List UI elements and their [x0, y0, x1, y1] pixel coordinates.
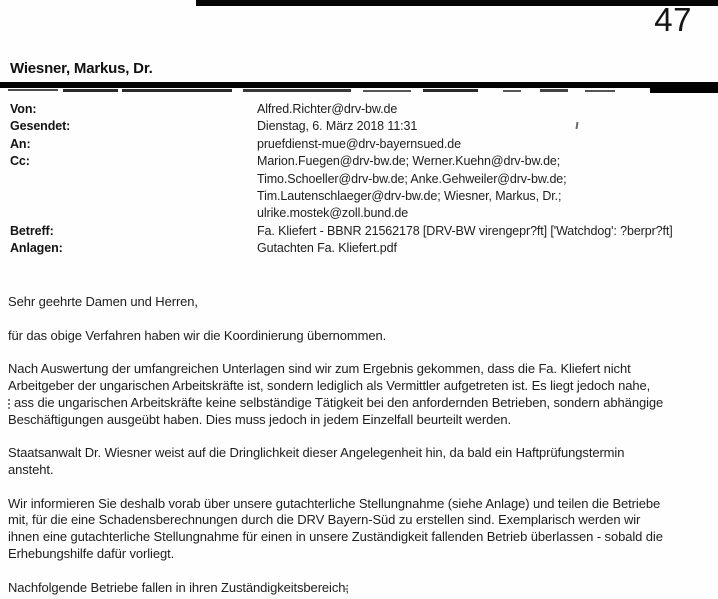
field-cc — [10, 153, 714, 223]
body-line: Wir informieren Sie deshalb vorab über unsere gutachterliche Stellungnahme (siehe Anlage) und teilen die Betriebe — [8, 495, 661, 511]
scanner-noise-segment — [63, 89, 118, 92]
cut-character-artifact — [8, 399, 13, 408]
body-line-blank — [8, 563, 716, 580]
scanner-noise-segment — [122, 89, 232, 92]
scanner-noise-segment — [243, 89, 351, 92]
scanner-noise-segment — [650, 88, 718, 93]
scanner-noise-segment — [363, 90, 411, 92]
body-line: für das obige Verfahren haben wir die Koordinierung übernommen. — [8, 327, 387, 343]
body-line: ihnen eine gutachterliche Stellungnahme für einen in unsere Zuständigkeit fallenden Betrieb überlassen - sobald die — [8, 529, 663, 545]
field-betreff-label: Betreff: — [10, 223, 54, 238]
email-body — [8, 294, 716, 596]
body-line-cut-left — [8, 395, 716, 412]
body-line: Beschäftigungen ausgeübt haben. Dies muss jedoch in jedem Einzelfall beurteilt werden. — [8, 411, 512, 427]
scanner-noise-segment — [503, 90, 521, 92]
field-betreff-value: Fa. Kliefert - BBNR 21562178 [DRV-BW virengepr?ft] ['Watchdog': ?berpr?ft] — [257, 223, 673, 238]
scanner-noise-segment — [540, 89, 568, 92]
body-line: ansteht. — [8, 461, 54, 477]
body-line: Nach Auswertung der umfangreichen Unterlagen sind wir zum Ergebnis gekommen, dass die Fa. Kliefert nicht — [8, 361, 631, 377]
field-gesendet-label: Gesendet: — [10, 119, 71, 134]
cc-recipients-line: Tim.Lautenschlaeger@drv-bw.de; Wiesner, Markus, Dr.; — [257, 189, 562, 204]
heading-rule — [0, 82, 718, 88]
body-line-closing: Nachfolgende Betriebe fallen in ihren Zuständigkeitsbereich; — [8, 579, 349, 595]
field-gesendet — [10, 118, 714, 135]
field-an-label: An: — [10, 136, 31, 151]
scanner-noise-segment — [423, 89, 478, 92]
field-von — [10, 101, 714, 118]
body-line-text: ass die ungarischen Arbeitskräfte keine selbständige Tätigkeit bei den anfordernden Betrieben, sondern abhängige — [14, 394, 664, 410]
field-von-label: Von: — [10, 102, 37, 116]
body-line: Erhebungshilfe dafür vorliegt. — [8, 545, 175, 561]
cc-recipients-line: Marion.Fuegen@drv-bw.de; Werner.Kuehn@drv-bw.de; — [257, 154, 561, 169]
email-header-block — [10, 101, 714, 258]
scanner-edge-bar — [196, 0, 718, 6]
page-number: 47 — [654, 1, 692, 38]
scanner-noise-segment — [8, 89, 58, 91]
scanner-noise-segment — [585, 90, 615, 92]
field-anlagen-value: Gutachten Fa. Kliefert.pdf — [257, 241, 397, 256]
recipient-heading: Wiesner, Markus, Dr. — [10, 60, 153, 77]
field-cc-value — [257, 153, 714, 223]
body-line-salutation: Sehr geehrte Damen und Herren, — [8, 294, 198, 309]
field-an-value: pruefdienst-mue@drv-bayernsued.de — [257, 136, 461, 151]
body-line: mit, für die eine Schadensberechnungen durch die DRV Bayern-Süd zu erstellen sind. Exemplarisch werden wir — [8, 512, 641, 528]
cc-recipients-line: Timo.Schoeller@drv-bw.de; Anke.Gehweiler@drv-bw.de; — [257, 171, 567, 186]
body-line-blank — [8, 428, 716, 445]
field-an — [10, 136, 714, 153]
body-line-blank — [8, 344, 716, 361]
field-von-value: Alfred.Richter@drv-bw.de — [257, 102, 398, 116]
field-gesendet-value: Dienstag, 6. März 2018 11:31 — [257, 119, 418, 134]
field-anlagen-label: Anlagen: — [10, 241, 63, 256]
body-line: Arbeitgeber der ungarischen Arbeitskräfte ist, sondern lediglich als Vermittler aufgetreten ist. Es liegt jedoch nahe, — [8, 377, 651, 393]
body-line-blank — [8, 479, 716, 496]
body-line: Staatsanwalt Dr. Wiesner weist auf die Dringlichkeit dieser Angelegenheit hin, da bald ein Haftprüfungstermin — [8, 445, 625, 461]
cc-recipients-line: ulrike.mostek@zoll.bund.de — [257, 206, 409, 221]
field-betreff — [10, 223, 714, 240]
field-anlagen — [10, 240, 714, 257]
body-line-blank — [8, 311, 716, 328]
field-cc-label: Cc: — [10, 154, 30, 169]
